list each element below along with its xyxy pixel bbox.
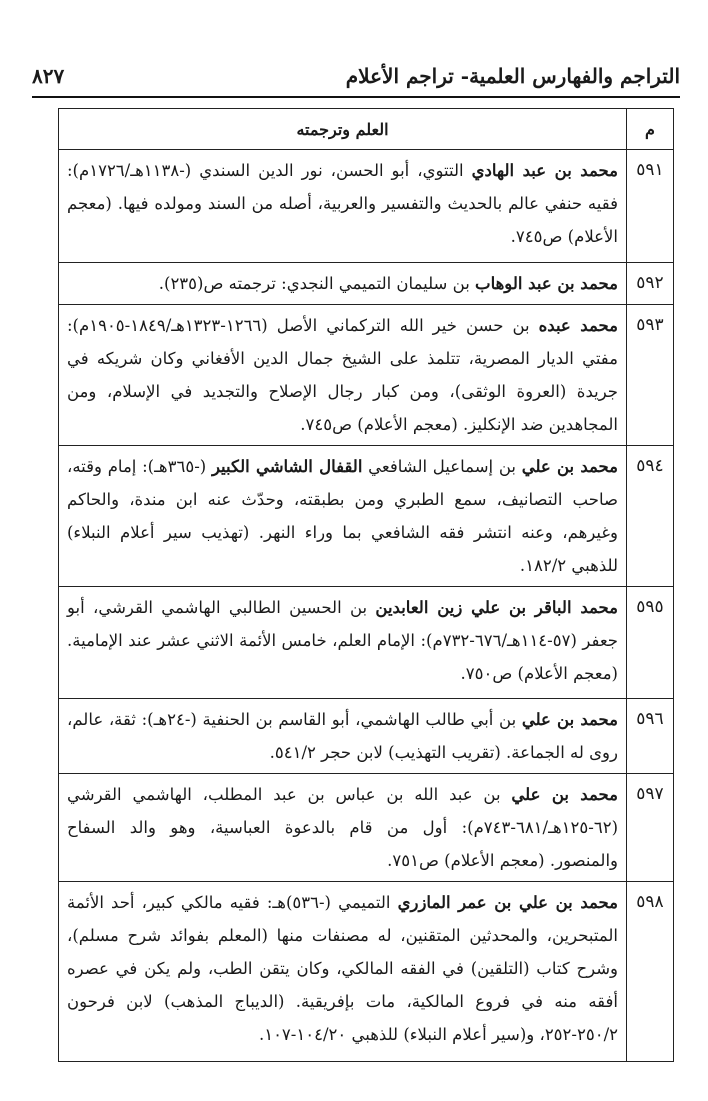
entry-name-laqab: القفال الشاشي الكبير xyxy=(211,457,363,476)
entry-text: التميمي (-٥٣٦)هـ: فقيه مالكي كبير، أحد الأئمة المتبحرين، والمحدثين المتقنين، له مصنفات منها (المعلم بفوائد شرح مسلم)، وشرح كتاب (التلقين) في الفقه المالكي، وكان يتقن الطب، ولم يكن في عصره أفقه منه في فروع المالكية، مات بإفريقية. (الديباج المذهب) لابن فرحون ٢٥٠/٢-٢٥٢، و(سير أعلام النبلاء) للذهبي ١٠٤/٢٠-١٠٧. xyxy=(67,893,618,1044)
entry-name: محمد بن علي بن عمر المازري xyxy=(397,893,619,912)
entry-biography xyxy=(59,150,627,263)
entry-number: ٥٩٨ xyxy=(627,882,674,1062)
entry-text: بن حسن خير الله التركماني الأصل (١٢٦٦-١٣٢٣هـ/١٨٤٩-١٩٠٥م): مفتي الديار المصرية، تتلمذ على الشيخ جمال الدين الأفغاني وكان شريكه في جريدة (العروة الوثقى)، ومن كبار رجال الإصلاح والتجديد في الإسلام، ومن المجاهدين ضد الإنكليز. (معجم الأعلام) ص٧٤٥. xyxy=(67,316,618,434)
entry-number: ٥٩٤ xyxy=(627,446,674,587)
entry-text: التتوي، أبو الحسن، نور الدين السندي (-١١٣٨هـ/١٧٢٦م): فقيه حنفي عالم بالحديث والتفسير والعربية، أصله من السند ومولده فيها. (معجم الأعلام) ص٧٤٥. xyxy=(67,161,618,246)
entry-number: ٥٩٧ xyxy=(627,774,674,882)
page-number: ٨٢٧ xyxy=(32,64,65,88)
entry-text: بن أبي طالب الهاشمي، أبو القاسم بن الحنفية (-٢٤هـ): ثقة، عالم، روى له الجماعة. (تقريب التهذيب) لابن حجر ٥٤١/٢. xyxy=(67,710,618,762)
entry-name: محمد الباقر بن علي زين العابدين xyxy=(375,598,619,617)
table-row xyxy=(59,774,674,882)
entry-biography xyxy=(59,305,627,446)
table-row xyxy=(59,263,674,305)
entry-number: ٥٩٣ xyxy=(627,305,674,446)
table-row xyxy=(59,150,674,263)
entry-text: بن سليمان التميمي النجدي: ترجمته ص(٢٣٥). xyxy=(158,274,470,293)
entry-biography xyxy=(59,774,627,882)
table-row xyxy=(59,446,674,587)
entry-number: ٥٩١ xyxy=(627,150,674,263)
running-title: التراجم والفهارس العلمية- تراجم الأعلام xyxy=(345,64,680,88)
entry-text: (-٣٦٥هـ): إمام وقته، صاحب التصانيف، سمع الطبري ومن بطبقته، وحدّث عنه ابن مندة، والحاكم وغيرهم، وعنه انتشر فقه الشافعي بما وراء النهر. (تهذيب سير أعلام النبلاء) للذهبي ١٨٢/٢. xyxy=(67,457,618,575)
entry-name: محمد بن علي xyxy=(521,710,619,729)
column-header-biography: العلم وترجمته xyxy=(59,109,627,150)
entry-text: بن عبد الله بن عباس بن عبد المطلب، الهاشمي القرشي (٦٢-١٢٥هـ/٦٨١-٧٤٣م): أول من قام بالدعوة العباسية، وهو والد السفاح والمنصور. (معجم الأعلام) ص٧٥١. xyxy=(67,785,618,870)
table-row xyxy=(59,587,674,699)
entry-name: محمد بن عبد الوهاب xyxy=(475,274,618,293)
entry-number: ٥٩٥ xyxy=(627,587,674,699)
entry-biography xyxy=(59,587,627,699)
entry-name: محمد بن علي xyxy=(511,785,618,804)
entry-name: محمد بن عبد الهادي xyxy=(471,161,618,180)
entry-biography xyxy=(59,699,627,774)
page-header xyxy=(32,62,680,92)
entry-number: ٥٩٢ xyxy=(627,263,674,305)
entry-text: بن الحسين الطالبي الهاشمي القرشي، أبو جعفر (٥٧-١١٤هـ/٦٧٦-٧٣٢م): الإمام العلم، خامس الأئمة الاثني عشر عند الإمامية. (معجم الأعلام) ص٧٥٠. xyxy=(67,598,619,683)
table-row xyxy=(59,699,674,774)
biographies-table xyxy=(58,108,674,1062)
entry-number: ٥٩٦ xyxy=(627,699,674,774)
entry-name: محمد بن علي xyxy=(521,457,619,476)
entry-text: بن إسماعيل الشافعي xyxy=(368,457,516,476)
entry-biography xyxy=(59,446,627,587)
entry-name: محمد عبده xyxy=(538,316,618,335)
table-row xyxy=(59,882,674,1062)
header-rule xyxy=(32,96,680,98)
table-header-row xyxy=(59,109,674,150)
column-header-number: م xyxy=(627,109,674,150)
entry-biography xyxy=(59,263,627,305)
entry-biography xyxy=(59,882,627,1062)
table-row xyxy=(59,305,674,446)
